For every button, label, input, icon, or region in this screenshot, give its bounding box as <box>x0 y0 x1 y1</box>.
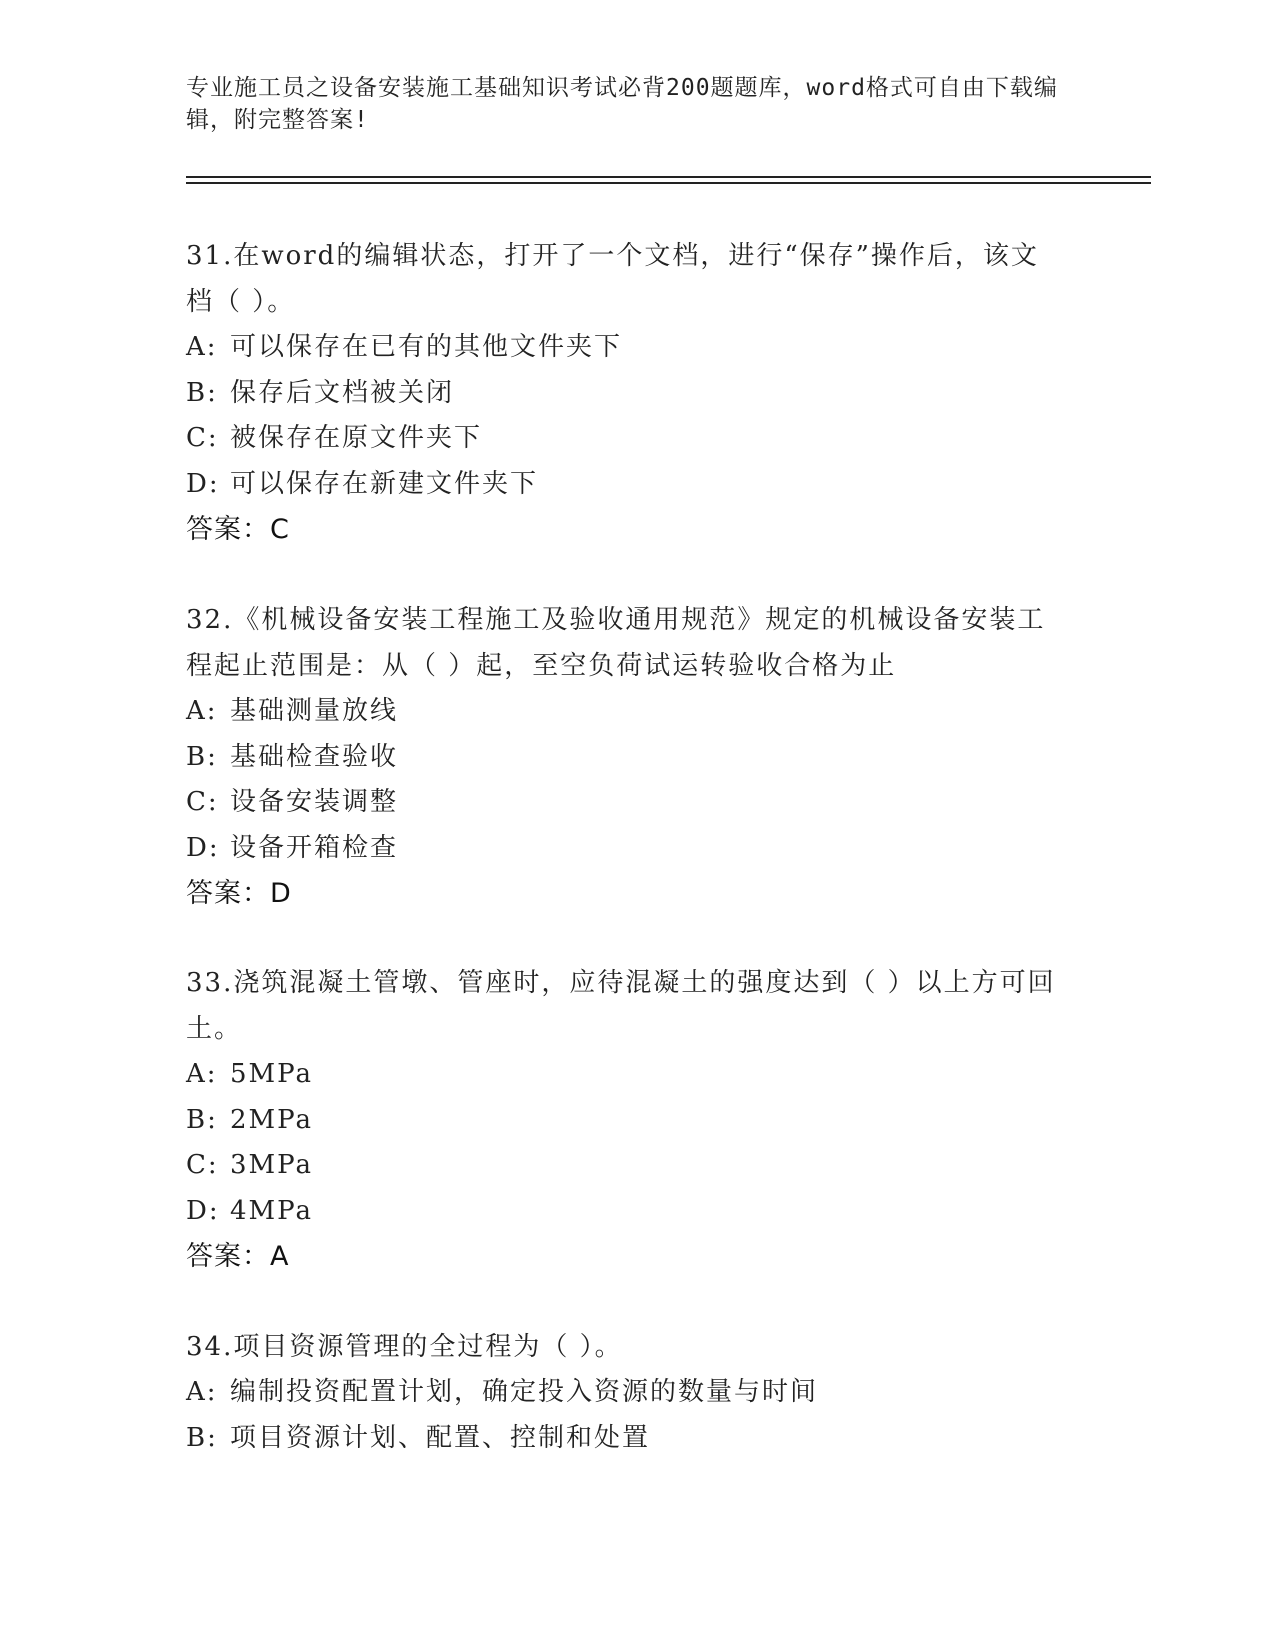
option-text: 项目资源计划、配置、控制和处置 <box>230 1422 651 1453</box>
option-text: 基础测量放线 <box>230 696 399 726</box>
option-d <box>186 826 1066 872</box>
option-letter: B: <box>186 1104 218 1135</box>
answer-line: 答案：A <box>186 1241 290 1272</box>
option-a <box>186 1370 1066 1416</box>
option-letter: A: <box>186 1377 218 1407</box>
option-b <box>186 371 1066 417</box>
question-34 <box>186 1324 1066 1461</box>
option-d <box>186 1189 1066 1235</box>
option-text: 基础检查验收 <box>230 741 399 772</box>
option-letter: B: <box>186 741 218 772</box>
question-stem: 34.项目资源管理的全过程为（ ）。 <box>186 1332 623 1362</box>
question-stem: 32.《机械设备安装工程施工及验收通用规范》规定的机械设备安装工程起止范围是：从（ ）起，至空负荷试运转验收合格为止 <box>186 605 1046 681</box>
option-text: 可以保存在已有的其他文件夹下 <box>230 332 623 362</box>
option-letter: B: <box>186 1422 218 1453</box>
option-text: 保存后文档被关闭 <box>230 377 455 408</box>
option-letter: A: <box>186 332 218 362</box>
option-text: 4MPa <box>230 1195 313 1226</box>
question-stem: 33.浇筑混凝土管墩、管座时，应待混凝土的强度达到（ ）以上方可回土。 <box>186 968 1056 1044</box>
option-c <box>186 416 1066 462</box>
option-text: 5MPa <box>230 1059 313 1089</box>
option-b <box>186 1416 1066 1462</box>
option-text: 被保存在原文件夹下 <box>230 423 483 453</box>
option-text: 设备开箱检查 <box>230 832 399 863</box>
answer-line: 答案：C <box>186 514 290 545</box>
question-31 <box>186 233 1066 553</box>
question-stem: 31.在word的编辑状态，打开了一个文档，进行“保存”操作后，该文档（ ）。 <box>186 241 1039 317</box>
option-text: 设备安装调整 <box>230 787 399 817</box>
option-letter: B: <box>186 377 218 408</box>
option-letter: C: <box>186 787 219 817</box>
document-header: 专业施工员之设备安装施工基础知识考试必背200题题库，word格式可自由下载编辑，附完整答案! <box>186 75 1058 133</box>
option-letter: C: <box>186 423 219 453</box>
option-b <box>186 735 1066 781</box>
answer-line: 答案：D <box>186 878 292 909</box>
option-letter: D: <box>186 1195 220 1226</box>
option-c <box>186 780 1066 826</box>
option-text: 编制投资配置计划，确定投入资源的数量与时间 <box>230 1377 819 1407</box>
question-32 <box>186 597 1066 917</box>
option-letter: A: <box>186 1059 218 1089</box>
option-text: 3MPa <box>230 1150 313 1180</box>
option-text: 2MPa <box>230 1104 313 1135</box>
option-a <box>186 689 1066 735</box>
option-letter: A: <box>186 696 218 726</box>
option-b <box>186 1098 1066 1144</box>
option-text: 可以保存在新建文件夹下 <box>230 468 539 499</box>
option-d <box>186 462 1066 508</box>
question-33 <box>186 960 1066 1280</box>
option-letter: D: <box>186 468 220 499</box>
option-letter: C: <box>186 1150 219 1180</box>
header-divider-top <box>186 176 1151 178</box>
option-letter: D: <box>186 832 220 863</box>
option-a <box>186 1052 1066 1098</box>
option-a <box>186 325 1066 371</box>
option-c <box>186 1143 1066 1189</box>
header-divider-bottom <box>186 182 1151 184</box>
